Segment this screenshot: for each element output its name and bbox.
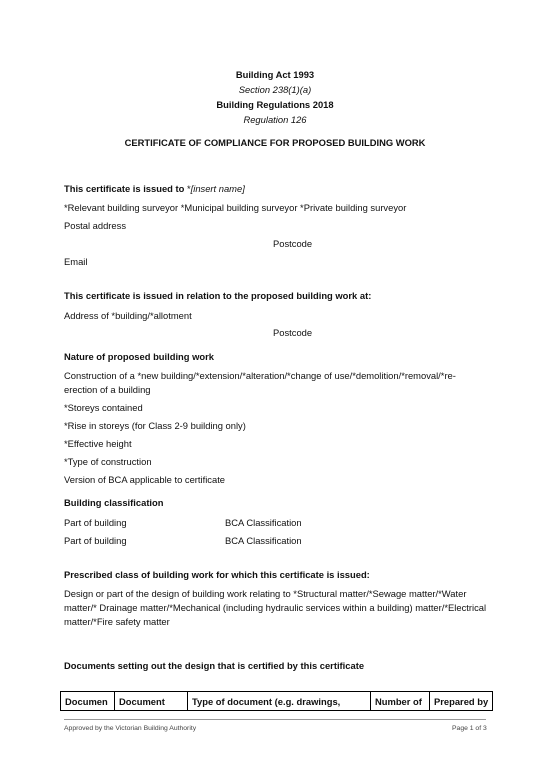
issued-to-label: This certificate is issued to	[64, 183, 185, 194]
document-title: CERTIFICATE OF COMPLIANCE FOR PROPOSED BUILDING WORK	[124, 137, 426, 148]
effective-height-label: *Effective height	[64, 438, 132, 449]
act-title: Building Act 1993	[235, 69, 315, 80]
documents-heading: Documents setting out the design that is certified by this certificate	[64, 660, 365, 671]
col-header: Prepared by	[430, 692, 493, 711]
regulation-number: Regulation 126	[243, 114, 307, 125]
work-postcode-label: Postcode	[273, 327, 313, 338]
classification-bca-1: BCA Classification	[225, 517, 302, 528]
storeys-label: *Storeys contained	[64, 402, 143, 413]
prescribed-heading: Prescribed class of building work for which this certificate is issued:	[64, 569, 370, 580]
postcode-label: Postcode	[273, 238, 313, 249]
issued-to-star: *	[184, 183, 191, 194]
rise-label: *Rise in storeys (for Class 2-9 building only)	[64, 420, 246, 431]
surveyor-types: *Relevant building surveyor *Municipal building surveyor *Private building surveyor	[64, 202, 407, 213]
documents-header-row	[61, 692, 493, 711]
classification-bca-2: BCA Classification	[225, 535, 302, 546]
documents-table	[60, 691, 493, 711]
classification-heading: Building classification	[64, 497, 164, 508]
act-section: Section 238(1)(a)	[238, 84, 312, 95]
classification-part-1: Part of building	[64, 517, 127, 528]
issued-to-line	[64, 183, 245, 194]
classification-part-2: Part of building	[64, 535, 127, 546]
col-header: Document	[115, 692, 188, 711]
col-header: Documen	[61, 692, 115, 711]
email-label: Email	[64, 256, 88, 267]
address-label: Address of *building/*allotment	[64, 310, 192, 321]
col-header: Type of document (e.g. drawings,	[188, 692, 371, 711]
nature-heading: Nature of proposed building work	[64, 351, 214, 362]
insert-name-placeholder[interactable]: [insert name]	[190, 183, 245, 194]
postal-address-label: Postal address	[64, 220, 127, 231]
construction-type-label: *Type of construction	[64, 456, 152, 467]
footer-page-number: Page 1 of 3	[452, 725, 487, 732]
regulations-title: Building Regulations 2018	[216, 99, 334, 110]
footer-divider	[64, 719, 486, 720]
work-at-heading: This certificate is issued in relation to the proposed building work at:	[64, 290, 372, 301]
footer-approved: Approved by the Victorian Building Authority	[64, 725, 197, 732]
bca-version-label: Version of BCA applicable to certificate	[64, 474, 226, 485]
prescribed-body: Design or part of the design of building work relating to *Structural matter/*Sewage matter/*Water matter/* Drainage matter/*Mechanical (including hydraulic services within a building) matter/*Electrical matter/*Fire safety matter	[64, 588, 487, 627]
construction-type: Construction of a *new building/*extension/*alteration/*change of use/*demolition/*removal/*re-erection of a building	[64, 370, 456, 395]
col-header: Number of	[371, 692, 430, 711]
